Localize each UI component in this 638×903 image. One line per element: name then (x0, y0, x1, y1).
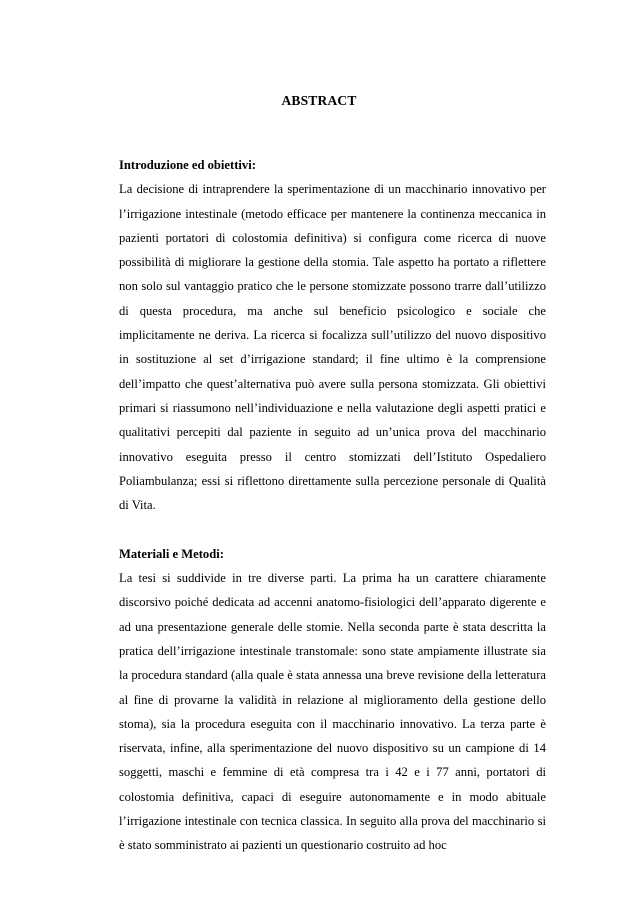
section-heading-methods: Materiali e Metodi: (119, 546, 224, 561)
document-body (119, 153, 546, 858)
section-heading-introduction: Introduzione ed obiettivi: (119, 158, 256, 172)
section-methods (119, 542, 546, 858)
section-spacer (119, 517, 546, 541)
section-paragraph-introduction: La decisione di intraprendere la sperimentazione di un macchinario innovativo per l’irrigazione intestinale (metodo efficace per mantenere la continenza meccanica in pazienti portatori di colostomia definitiva) si configura come ricerca di nuove possibilità di migliorare la gestione della stomia. Tale aspetto ha portato a riflettere non solo sul vantaggio pratico che le persone stomizzate possono trarre dall’utilizzo di questa procedura, ma anche sul beneficio psicologico e sociale che implicitamente ne deriva. La ricerca si focalizza sull’utilizzo del nuovo dispositivo in sostituzione al set d’irrigazione standard; il fine ultimo è la comprensione dell’impatto che quest’alternativa può avere sulla persona stomizzata. Gli obiettivi primari si riassumono nell’individuazione e nella valutazione degli aspetti pratici e qualitativi percepiti dal paziente in seguito ad un’unica prova del macchinario innovativo eseguita presso il centro stomizzati dell’Istituto Ospedaliero Poliambulanza; essi si riflettono direttamente sulla percezione personale di Qualità di Vita. (119, 182, 546, 513)
page-title: ABSTRACT (281, 93, 357, 108)
section-introduction (119, 153, 546, 517)
section-paragraph-methods: La tesi si suddivide in tre diverse parti. La prima ha un carattere chiaramente discorsivo poiché dedicata ad accenni anatomo-fisiologici dell’apparato digerente e ad una presentazione generale delle stomie. Nella seconda parte è stata descritta la pratica dell’irrigazione intestinale transtomale: sono state ampiamente illustrate sia la procedura standard (alla quale è stata annessa una breve revisione della letteratura al fine di provarne la validità in relazione al miglioramento della gestione dello stoma), sia la procedura eseguita con il macchinario innovativo. La terza parte è riservata, infine, alla sperimentazione del nuovo dispositivo su un campione di 14 soggetti, maschi e femmine di età compresa tra i 42 e i 77 anni, portatori di colostomia definitiva, capaci di eseguire autonomamente e in modo abituale l’irrigazione intestinale con tecnica classica. In seguito alla prova del macchinario si è stato somministrato ai pazienti un questionario costruito ad hoc (119, 571, 546, 853)
